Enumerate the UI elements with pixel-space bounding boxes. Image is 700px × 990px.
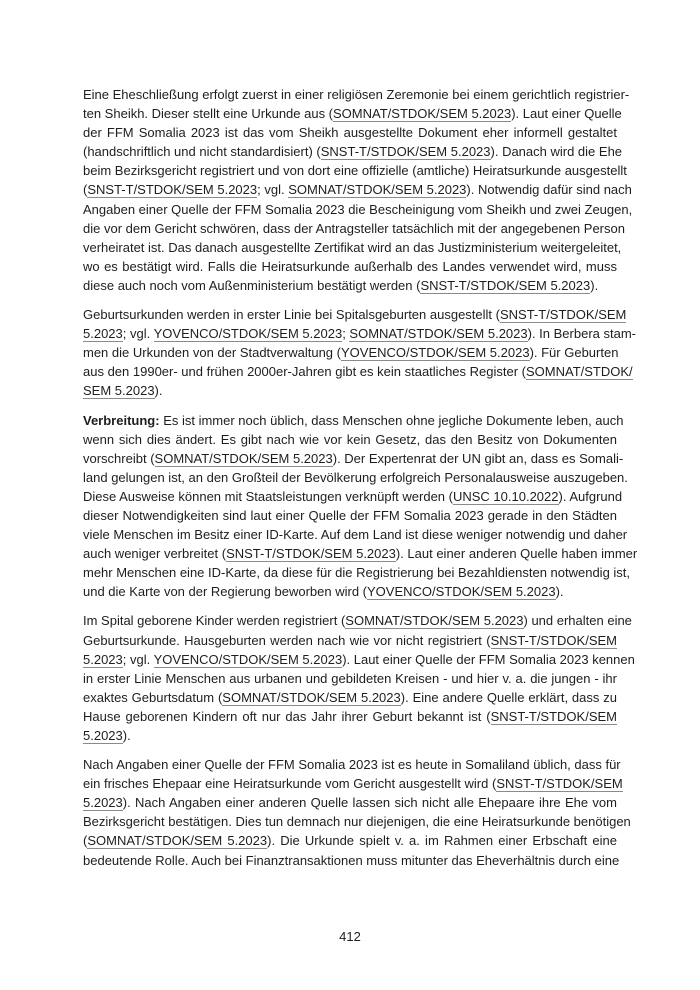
text-line — [83, 611, 632, 630]
source-link[interactable]: SOMNAT/STDOK/SEM 5.2023 — [154, 450, 333, 466]
text-line — [83, 793, 617, 812]
text-line — [83, 688, 617, 707]
text-line — [83, 343, 617, 362]
text: wo es bestätigt wird. Falls die Heiratsurkunde außerhalb des Landes verwendet wird, muss — [83, 258, 617, 274]
text: wenn sich dies ändert. Es gibt nach wie vor kein Gesetz, das den Besitz von Dokumenten — [83, 431, 617, 447]
source-link[interactable]: SNST-T/STDOK/SEM — [490, 632, 617, 648]
document-body — [83, 85, 638, 880]
section-label: Verbreitung: — [83, 412, 160, 428]
text: ; vgl. — [257, 182, 289, 198]
text: ). Laut einer anderen Quelle haben immer — [395, 546, 638, 562]
text-line — [83, 381, 617, 400]
text: aus den 1990er- und frühen 2000er-Jahren gibt es kein staatliches Register ( — [83, 364, 526, 380]
text: bedeutende Rolle. Auch bei Finanztransaktionen muss mitunter das Eheverhältnis durch eine — [83, 852, 620, 868]
text: ten Sheikh. Dieser stellt eine Urkunde aus ( — [83, 106, 334, 122]
text: ein frisches Ehepaar eine Heiratsurkunde vom Gericht ausgestellt wird ( — [83, 776, 497, 792]
source-link[interactable]: SOMNAT/STDOK/SEM 5.2023 — [288, 182, 467, 198]
text: auch weniger verbreitet ( — [83, 546, 227, 562]
text: ). Die Urkunde spielt v. a. im Rahmen einer Erbschaft eine — [267, 833, 617, 849]
text: (handschriftlich und nicht standardisiert) ( — [83, 144, 321, 160]
source-link[interactable]: SNST-T/STDOK/SEM — [496, 776, 623, 792]
text-line — [83, 544, 638, 563]
text: ). Für Geburten — [529, 345, 619, 361]
text: die vor dem Gericht schwören, dass der Antragsteller tatsächlich mit der angegebenen Person — [83, 220, 625, 236]
text: und die Karte von der Regierung beworben wird ( — [83, 584, 368, 600]
text-line — [83, 305, 627, 324]
text: Im Spital geborene Kinder werden registriert ( — [83, 613, 346, 629]
text-line — [83, 324, 636, 343]
text-line — [83, 726, 617, 745]
text: Geburtsurkunde. Hausgeburten werden nach wie vor nicht registriert ( — [83, 632, 491, 648]
text-line — [83, 669, 617, 688]
text-line — [83, 219, 625, 238]
text: Bezirksgericht bestätigen. Dies tun demnach nur diejenigen, die eine Heiratsurkunde benötigen — [83, 814, 631, 830]
source-link[interactable]: 5.2023 — [83, 728, 123, 743]
page-number: 412 — [339, 929, 361, 944]
text-line — [83, 831, 617, 850]
text: ). — [555, 584, 564, 600]
text-line — [83, 411, 624, 430]
text-line — [83, 180, 632, 199]
paragraph — [83, 305, 636, 400]
text-line — [83, 506, 617, 525]
source-link[interactable]: SNST-T/STDOK/SEM 5.2023 — [420, 277, 591, 293]
text-line — [83, 707, 617, 726]
text: Eine Eheschließung erfolgt zuerst in einer religiösen Zeremonie bei einem gerichtlich registrier- — [83, 87, 630, 102]
source-link[interactable]: SOMNAT/STDOK/SEM 5.2023 — [345, 613, 524, 629]
text: ). — [122, 728, 131, 743]
source-link[interactable]: 5.2023 — [83, 795, 123, 811]
text-line — [83, 582, 617, 601]
text: viele Menschen im Besitz einer ID-Karte. Auf dem Land ist diese weniger notwendig und daher — [83, 527, 628, 543]
text-line — [83, 85, 630, 104]
paragraph — [83, 611, 635, 745]
text: ) und erhalten eine — [523, 613, 632, 629]
source-link[interactable]: SNST-T/STDOK/SEM — [499, 307, 627, 323]
text-line — [83, 430, 617, 449]
text-line — [83, 812, 631, 831]
text: ; — [342, 326, 350, 342]
source-link[interactable]: SOMNAT/STDOK/SEM 5.2023 — [222, 689, 401, 705]
text-line — [83, 238, 622, 257]
text-line — [83, 257, 617, 276]
text: verheiratet ist. Das danach ausgestellte Zertifikat wird an das Justizministerium weitergeleitet, — [83, 239, 622, 255]
text-line — [83, 755, 621, 774]
source-link[interactable]: YOVENCO/STDOK/SEM 5.2023 — [340, 345, 530, 361]
text-line — [83, 650, 635, 669]
text-line — [83, 123, 617, 142]
text: ). Nach Angaben einer anderen Quelle lassen sich nicht alle Ehepaare ihre Ehe vom — [122, 795, 617, 811]
text: ). Aufgrund — [558, 488, 623, 504]
text: ). Laut einer Quelle der FFM Somalia 2023 kennen — [342, 651, 635, 667]
source-link[interactable]: SNST-T/STDOK/SEM 5.2023 — [320, 144, 491, 160]
source-link[interactable]: SNST-T/STDOK/SEM 5.2023 — [87, 182, 258, 198]
text: in erster Linie Menschen aus urbanen und gebildeten Kreisen - und hier v. a. die jungen - ihr — [83, 670, 617, 686]
source-link[interactable]: YOVENCO/STDOK/SEM 5.2023 — [153, 651, 343, 667]
source-link[interactable]: SOMNAT/STDOK/SEM 5.2023 — [349, 326, 528, 342]
text: Es ist immer noch üblich, dass Menschen ohne jegliche Dokumente leben, auch — [159, 412, 624, 428]
source-link[interactable]: SOMNAT/STDOK/ — [526, 364, 633, 380]
text-line — [83, 525, 628, 544]
text: Hause geborenen Kindern oft nur das Jahr ihrer Geburt bekannt ist ( — [83, 708, 491, 724]
text-line — [83, 142, 623, 161]
text-line — [83, 276, 617, 295]
text-line — [83, 487, 623, 506]
text-line — [83, 200, 633, 219]
text: diese auch noch vom Außenministerium bestätigt werden ( — [83, 277, 421, 293]
text-line — [83, 104, 622, 123]
text: Diese Ausweise können mit Staatsleistungen verknüpft werden ( — [83, 488, 453, 504]
text-line — [83, 449, 624, 468]
source-link[interactable]: UNSC 10.10.2022 — [452, 488, 559, 504]
paragraph — [83, 85, 633, 295]
text-line — [83, 563, 631, 582]
text: land gelungen ist, an den Großteil der Bevölkerung erfolgreich Personalausweise auszugeben. — [83, 469, 628, 485]
text-line — [83, 468, 628, 487]
source-link[interactable]: SNST-T/STDOK/SEM 5.2023 — [226, 546, 396, 562]
text-line — [83, 774, 623, 793]
text: mehr Menschen eine ID-Karte, da diese für die Registrierung bei Bezahldiensten notwendig ist, — [83, 565, 631, 581]
text: exaktes Geburtsdatum ( — [83, 689, 223, 705]
text: der FFM Somalia 2023 ist das vom Sheikh ausgestellte Dokument eher informell gestaltet — [83, 125, 617, 141]
text: ). — [154, 383, 163, 399]
source-link[interactable]: 5.2023 — [83, 326, 123, 342]
text-line — [83, 631, 617, 650]
text: Angaben einer Quelle der FFM Somalia 2023 die Bescheinigung vom Sheikh und zwei Zeugen, — [83, 201, 633, 217]
source-link[interactable]: SOMNAT/STDOK/SEM 5.2023 — [333, 106, 512, 122]
text: ). Eine andere Quelle erklärt, dass zu — [400, 689, 618, 705]
text: ). Notwendig dafür sind nach — [466, 182, 632, 198]
text: men die Urkunden von der Stadtverwaltung ( — [83, 345, 341, 361]
text: beim Bezirksgericht registriert und von dort eine offizielle (amtliche) Heiratsurkunde ausgestellt — [83, 163, 627, 179]
source-link[interactable]: YOVENCO/STDOK/SEM 5.2023 — [153, 326, 343, 342]
text: ; vgl. — [122, 326, 154, 342]
text: vorschreibt ( — [83, 450, 155, 466]
source-link[interactable]: YOVENCO/STDOK/SEM 5.2023 — [367, 584, 556, 600]
text: ). Laut einer Quelle — [511, 106, 622, 122]
source-link[interactable]: SEM 5.2023 — [83, 383, 155, 399]
text: Nach Angaben einer Quelle der FFM Somalia 2023 ist es heute in Somaliland üblich, dass für — [83, 757, 621, 773]
paragraph — [83, 755, 631, 870]
text: ). Der Expertenrat der UN gibt an, dass es Somali- — [332, 450, 624, 466]
text: ( — [83, 182, 88, 198]
source-link[interactable]: 5.2023 — [83, 651, 123, 667]
source-link[interactable]: SNST-T/STDOK/SEM — [490, 708, 617, 724]
paragraph — [83, 411, 638, 602]
text: ). Danach wird die Ehe — [490, 144, 623, 160]
text-line — [83, 161, 627, 180]
text: dieser Notwendigkeiten sind laut einer Quelle der FFM Somalia 2023 gerade in den Städten — [83, 507, 617, 523]
text: ; vgl. — [122, 651, 154, 667]
text: ). In Berbera stam- — [527, 326, 636, 342]
text-line — [83, 851, 620, 870]
text: ). — [590, 277, 599, 293]
source-link[interactable]: SOMNAT/STDOK/SEM 5.2023 — [87, 833, 268, 849]
text: Geburtsurkunden werden in erster Linie bei Spitalsgeburten ausgestellt ( — [83, 307, 500, 323]
text-line — [83, 362, 633, 381]
text: ( — [83, 833, 88, 849]
